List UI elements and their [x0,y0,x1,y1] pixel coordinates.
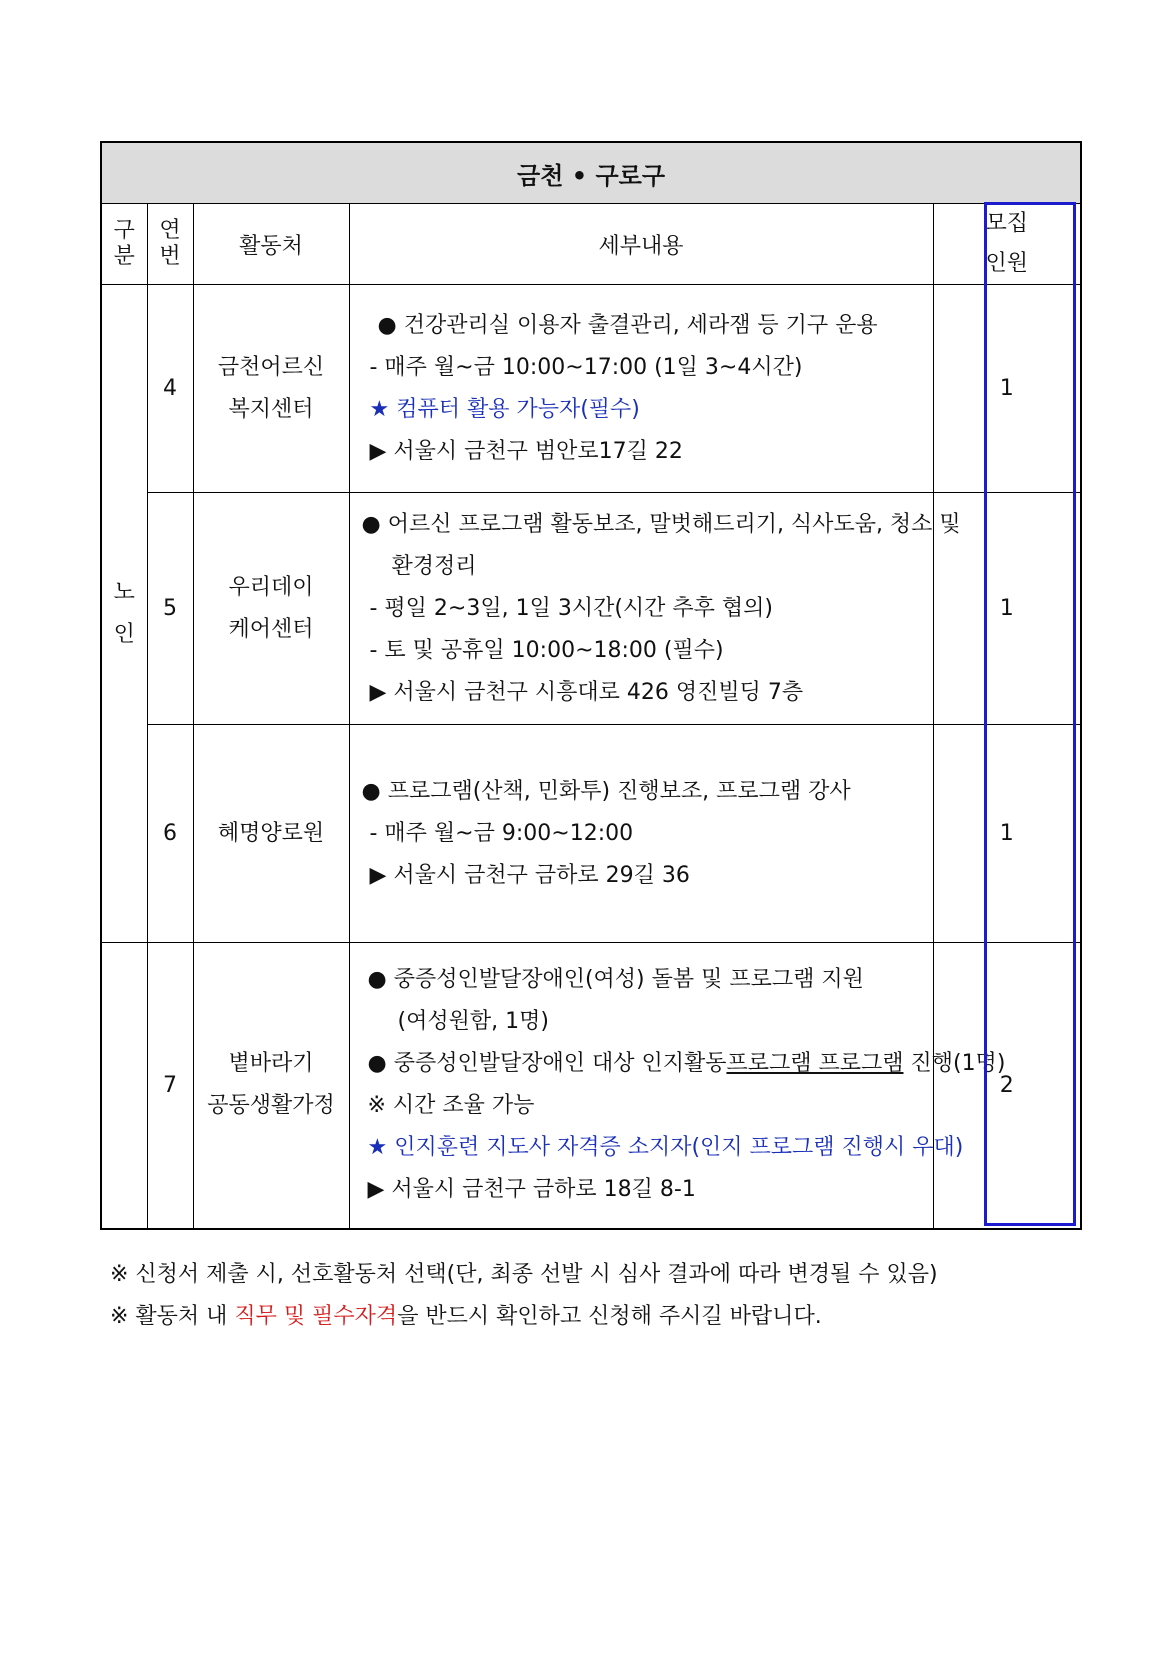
detail-line-address: ▶ 서울시 금천구 시흥대로 426 영진빌딩 7층 [369,679,804,705]
header-recruit-line: 인원 [985,251,1029,276]
detail-line-preferred: ★ 인지훈련 지도사 자격증 소지자(인지 프로그램 진행시 우대) [367,1135,964,1161]
details-cell [349,943,1006,1229]
header-category [101,204,147,285]
volunteer-table [100,141,1082,1230]
table-row [101,493,1081,725]
header-place: 활동처 [193,204,349,285]
place-cell [193,493,349,725]
table-row [101,943,1081,1229]
table-row [101,285,1081,493]
detail-line: - 매주 월~금 10:00~17:00 (1일 3~4시간) [369,354,803,380]
details-cell [349,493,961,725]
category-char: 노 [113,579,135,605]
detail-line-required: ★ 컴퓨터 활용 가능자(필수) [369,396,640,422]
recruit-count: 1 [933,725,1081,943]
place-line: 혜명양로원 [217,820,325,846]
row-number: 6 [147,725,193,943]
place-cell [193,725,349,943]
header-number-char: 번 [159,244,181,269]
category-cell-elderly [101,285,147,943]
details-cell [349,285,933,493]
header-recruit [933,204,1081,285]
header-recruit-line: 모집 [985,211,1029,236]
detail-line: 환경정리 [391,553,477,579]
detail-line: - 토 및 공휴일 10:00~18:00 (필수) [369,637,724,663]
note-1: ※ 신청서 제출 시, 선호활동처 선택(단, 최종 선발 시 심사 결과에 따라 변경될 수 있음) [110,1262,938,1287]
place-cell [193,943,349,1229]
place-line: 케어센터 [228,616,314,642]
place-line: 볕바라기 [228,1051,314,1077]
category-cell-empty [101,943,147,1229]
detail-line: ※ 시간 조율 가능 [367,1093,535,1119]
header-category-char: 구 [113,218,135,243]
detail-line: (여성원함, 1명) [397,1009,549,1035]
note-2-suffix: 을 반드시 확인하고 신청해 주시길 바랍니다. [397,1304,822,1329]
row-number: 5 [147,493,193,725]
note-2 [110,1296,822,1338]
row-number: 7 [147,943,193,1229]
detail-line: ● 건강관리실 이용자 출결관리, 세라잼 등 기구 운용 [377,312,878,338]
detail-line-address: ▶ 서울시 금천구 금하로 29길 36 [369,862,690,888]
detail-line: ● 프로그램(산책, 민화투) 진행보조, 프로그램 강사 [361,778,851,804]
place-line: 복지센터 [228,396,314,422]
place-line: 금천어르신 [217,354,325,380]
place-line: 공동생활가정 [207,1093,335,1119]
table-title: 금천 • 구로구 [101,142,1081,204]
header-number-char: 연 [159,218,181,243]
detail-text-underlined: 프로그램 프로그램 [726,1051,904,1077]
recruit-count: 1 [933,285,1081,493]
recruit-count: 1 [933,493,1081,725]
detail-text-part: 진행(1명) [903,1051,1006,1077]
row-number: 4 [147,285,193,493]
detail-line-address: ▶ 서울시 금천구 금하로 18길 8-1 [367,1177,696,1203]
table-row [101,725,1081,943]
header-details: 세부내용 [349,204,933,285]
header-category-char: 분 [113,244,135,269]
category-char: 인 [113,621,135,647]
detail-text-part: ● 중증성인발달장애인 대상 인지활동 [367,1051,727,1077]
detail-line-text [368,1051,1006,1076]
detail-line-address: ▶ 서울시 금천구 범안로17길 22 [369,438,683,464]
recruit-count: 2 [933,943,1081,1229]
note-2-highlight: 직무 및 필수자격 [234,1304,398,1329]
detail-line: ● 중증성인발달장애인(여성) 돌봄 및 프로그램 지원 [367,967,864,993]
note-2-prefix: ※ 활동처 내 [110,1304,235,1329]
detail-line: - 평일 2~3일, 1일 3시간(시간 추후 협의) [369,595,774,621]
place-line: 우리데이 [228,574,314,600]
header-number [147,204,193,285]
details-cell [349,725,933,943]
detail-line: - 매주 월~금 9:00~12:00 [369,820,634,846]
detail-line-underlined [367,1043,1006,1085]
place-cell [193,285,349,493]
detail-line: ● 어르신 프로그램 활동보조, 말벗해드리기, 식사도움, 청소 및 [361,511,961,537]
